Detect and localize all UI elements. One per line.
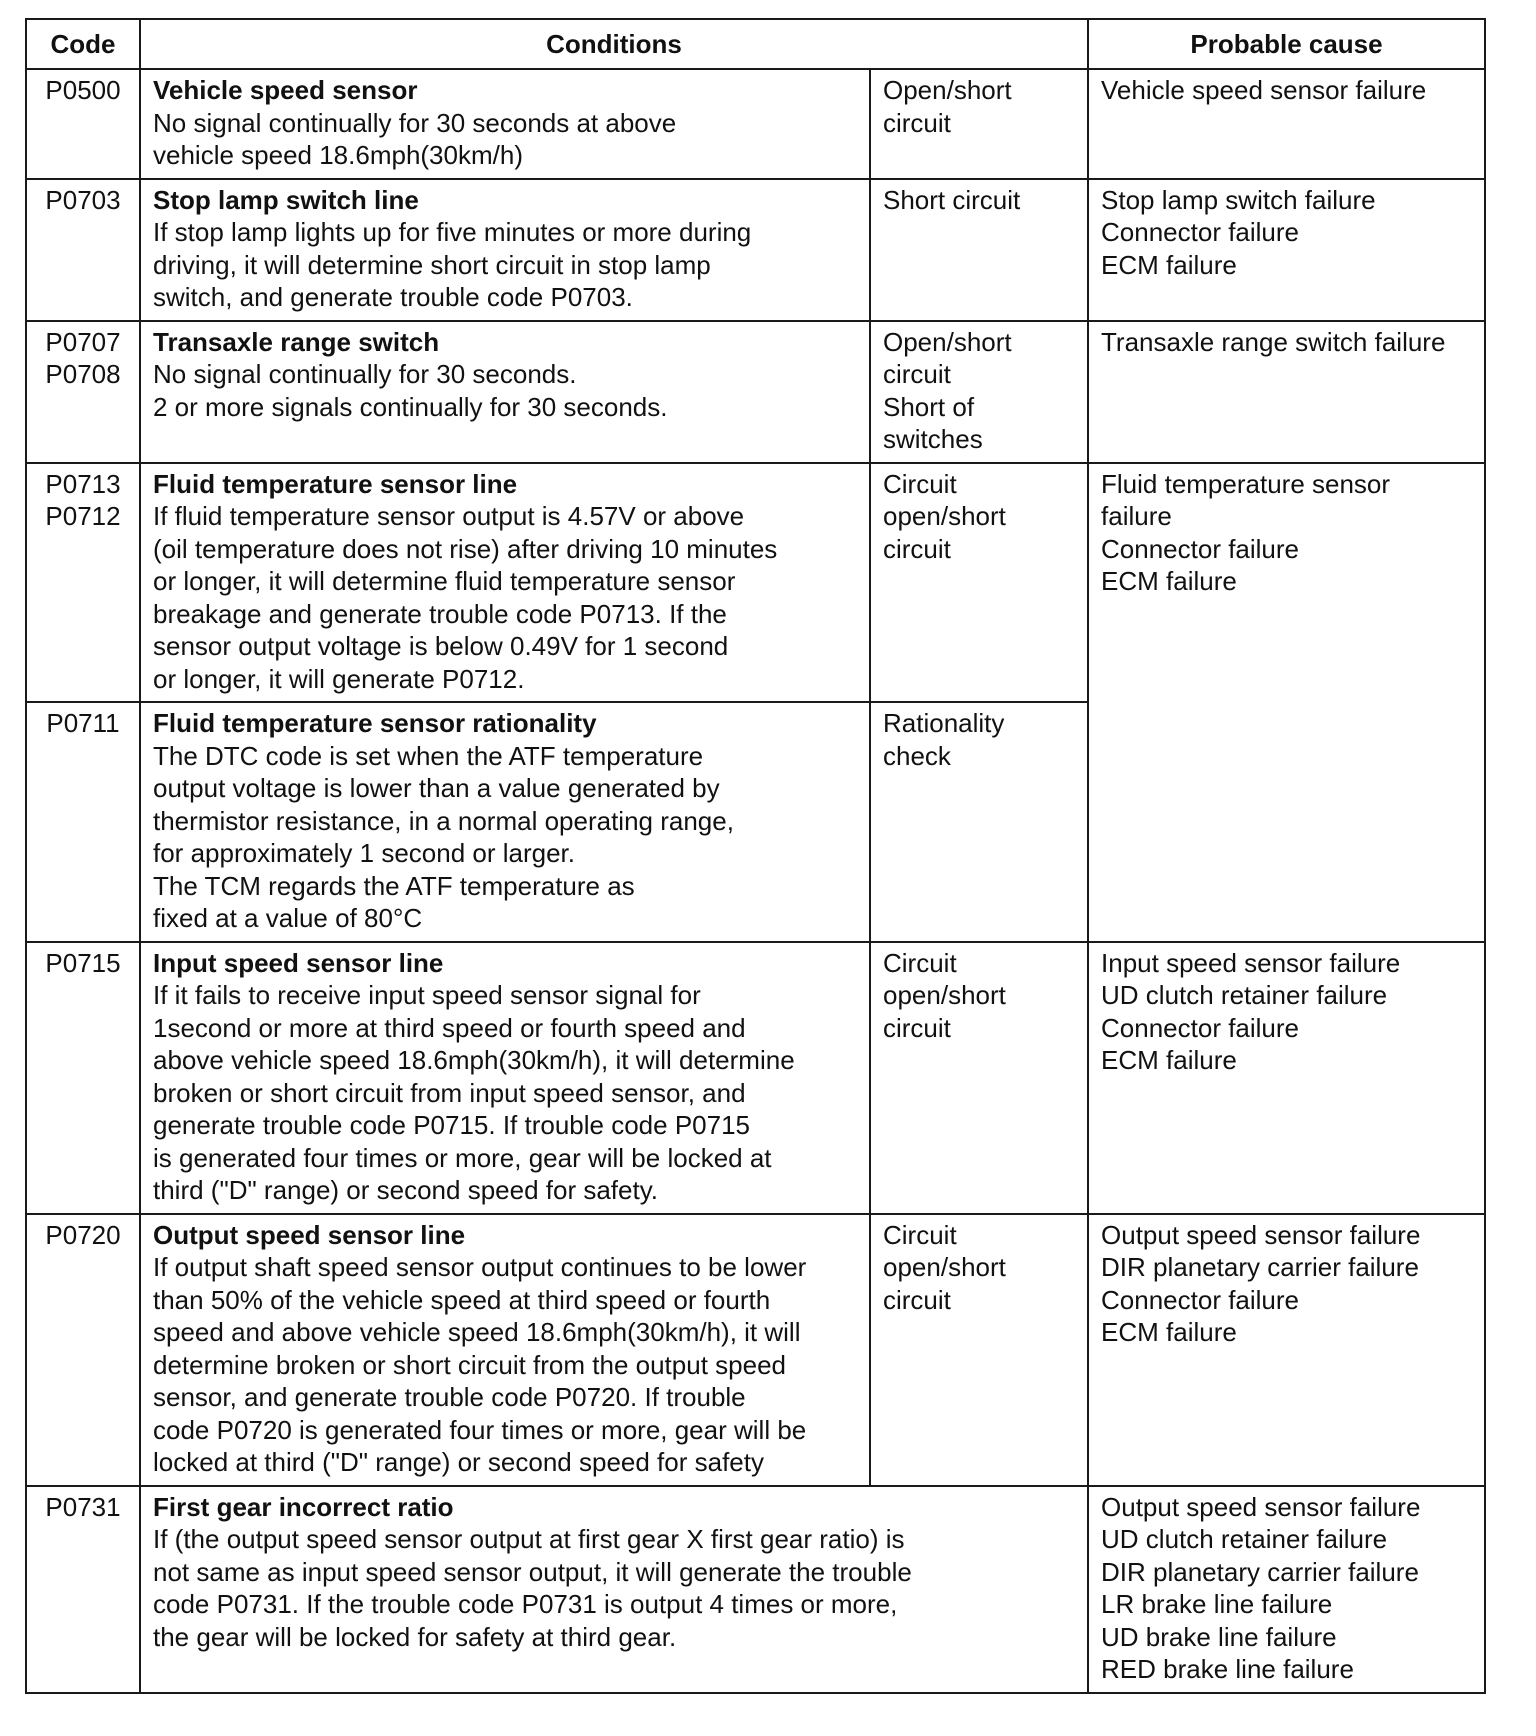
condition-cell <box>140 702 870 942</box>
condition-cell <box>140 942 870 1214</box>
cause-cell <box>1088 1486 1485 1693</box>
circuit-type-line: Circuit <box>883 468 957 499</box>
circuit-type-line: Rationality <box>883 708 1005 738</box>
condition-line: switch, and generate trouble code P0703. <box>153 282 633 312</box>
condition-line: broken or short circuit from input speed sensor, and <box>153 1077 746 1108</box>
cause-cell <box>1088 321 1485 463</box>
condition-line: vehicle speed 18.6mph(30km/h) <box>153 140 523 170</box>
condition-line: If fluid temperature sensor output is 4.57V or above <box>153 501 745 531</box>
code-cell <box>26 702 140 942</box>
circuit-type-line: Open/short <box>883 75 1012 105</box>
condition-line: driving, it will determine short circuit in stop lamp <box>153 249 711 280</box>
cause-line: Connector failure <box>1101 217 1300 247</box>
cause-line: UD clutch retainer failure <box>1101 980 1388 1010</box>
condition-line: No signal continually for 30 seconds. <box>153 359 577 389</box>
condition-line: not same as input speed sensor output, it will generate the trouble <box>153 1556 912 1587</box>
code-cell <box>26 463 140 703</box>
circuit-type-line: switches <box>883 424 983 454</box>
header-conditions: Conditions <box>140 19 1088 69</box>
circuit-type-line: circuit <box>883 107 951 138</box>
dtc-code: P0703 <box>45 184 121 215</box>
cause-line: DIR planetary carrier failure <box>1101 1556 1419 1587</box>
cause-line: Output speed sensor failure <box>1101 1491 1421 1522</box>
header-probable-cause: Probable cause <box>1088 19 1485 69</box>
circuit-type-line: Short of <box>883 391 975 422</box>
header-row <box>26 19 1485 69</box>
condition-line: 1second or more at third speed or fourth speed and <box>153 1012 746 1043</box>
dtc-table <box>25 18 1486 1694</box>
condition-line: above vehicle speed 18.6mph(30km/h), it will determine <box>153 1045 795 1075</box>
cause-line: Vehicle speed sensor failure <box>1101 75 1427 105</box>
condition-line: sensor output voltage is below 0.49V for 1 second <box>153 631 729 661</box>
cause-cell <box>1088 942 1485 1214</box>
code-cell <box>26 69 140 179</box>
condition-line: speed and above vehicle speed 18.6mph(30km/h), it will <box>153 1317 801 1347</box>
cause-line: DIR planetary carrier failure <box>1101 1252 1419 1282</box>
cause-line: Connector failure <box>1101 1284 1300 1315</box>
cause-line: Fluid temperature sensor <box>1101 468 1391 499</box>
dtc-code: P0713 <box>45 468 121 499</box>
condition-line: determine broken or short circuit from the output speed <box>153 1349 786 1380</box>
cause-line: Connector failure <box>1101 533 1300 564</box>
condition-line: is generated four times or more, gear will be locked at <box>153 1142 772 1173</box>
cause-line: UD clutch retainer failure <box>1101 1524 1388 1554</box>
cause-line: ECM failure <box>1101 1045 1237 1075</box>
condition-title: Fluid temperature sensor line <box>153 468 518 499</box>
condition-line: No signal continually for 30 seconds at above <box>153 107 677 138</box>
circuit-type-cell <box>870 463 1088 703</box>
circuit-type-line: circuit <box>883 1284 951 1315</box>
circuit-type-line: check <box>883 740 951 771</box>
table-row <box>26 1214 1485 1486</box>
condition-line: If output shaft speed sensor output continues to be lower <box>153 1252 807 1282</box>
circuit-type-line: circuit <box>883 533 951 564</box>
cause-cell <box>1088 179 1485 321</box>
condition-title: First gear incorrect ratio <box>153 1491 454 1522</box>
cause-cell <box>1088 463 1485 942</box>
circuit-type-line: Short circuit <box>883 184 1021 215</box>
cause-line: ECM failure <box>1101 249 1237 280</box>
condition-line: thermistor resistance, in a normal operating range, <box>153 805 734 836</box>
code-cell <box>26 1486 140 1693</box>
cause-line: Transaxle range switch failure <box>1101 326 1446 357</box>
cause-line: LR brake line failure <box>1101 1589 1333 1619</box>
code-cell <box>26 321 140 463</box>
condition-line: If stop lamp lights up for five minutes or more during <box>153 217 752 247</box>
circuit-type-line: circuit <box>883 1012 951 1043</box>
table-row <box>26 179 1485 321</box>
condition-cell <box>140 69 870 179</box>
condition-line: locked at third ("D" range) or second speed for safety <box>153 1447 764 1477</box>
table-row <box>26 69 1485 179</box>
condition-line: the gear will be locked for safety at third gear. <box>153 1621 677 1652</box>
table-row <box>26 1486 1485 1693</box>
condition-line: If it fails to receive input speed sensor signal for <box>153 980 701 1010</box>
condition-line: sensor, and generate trouble code P0720. If trouble <box>153 1382 746 1412</box>
header-code: Code <box>26 19 140 69</box>
condition-line: code P0720 is generated four times or more, gear will be <box>153 1414 807 1445</box>
code-cell <box>26 942 140 1214</box>
circuit-type-line: circuit <box>883 359 951 389</box>
condition-line: for approximately 1 second or larger. <box>153 838 575 868</box>
dtc-code: P0720 <box>45 1219 121 1250</box>
dtc-code: P0500 <box>45 75 121 105</box>
condition-line: If (the output speed sensor output at first gear X first gear ratio) is <box>153 1524 905 1554</box>
cause-line: Stop lamp switch failure <box>1101 184 1376 215</box>
circuit-type-line: open/short <box>883 980 1006 1010</box>
condition-line: code P0731. If the trouble code P0731 is output 4 times or more, <box>153 1589 898 1619</box>
condition-title: Fluid temperature sensor rationality <box>153 708 597 738</box>
condition-cell <box>140 321 870 463</box>
condition-cell <box>140 1214 870 1486</box>
dtc-code: P0707 <box>45 326 121 357</box>
cause-line: failure <box>1101 501 1172 531</box>
dtc-code: P0731 <box>45 1491 121 1522</box>
condition-line: breakage and generate trouble code P0713. If the <box>153 598 727 629</box>
condition-title: Output speed sensor line <box>153 1219 466 1250</box>
circuit-type-cell <box>870 179 1088 321</box>
circuit-type-line: open/short <box>883 501 1006 531</box>
condition-line: than 50% of the vehicle speed at third speed or fourth <box>153 1284 771 1315</box>
table-row <box>26 942 1485 1214</box>
condition-title: Transaxle range switch <box>153 326 440 357</box>
condition-cell <box>140 179 870 321</box>
cause-cell <box>1088 69 1485 179</box>
condition-title: Vehicle speed sensor <box>153 75 418 105</box>
condition-line: or longer, it will determine fluid temperature sensor <box>153 566 736 596</box>
condition-title: Stop lamp switch line <box>153 184 419 215</box>
dtc-code: P0712 <box>45 501 121 531</box>
condition-title: Input speed sensor line <box>153 947 444 978</box>
dtc-code: P0708 <box>45 359 121 389</box>
circuit-type-cell <box>870 321 1088 463</box>
condition-line: 2 or more signals continually for 30 seconds. <box>153 391 668 422</box>
circuit-type-line: open/short <box>883 1252 1006 1282</box>
code-cell <box>26 1214 140 1486</box>
circuit-type-line: Circuit <box>883 947 957 978</box>
cause-line: Input speed sensor failure <box>1101 947 1401 978</box>
condition-line: output voltage is lower than a value generated by <box>153 773 720 803</box>
condition-line: (oil temperature does not rise) after driving 10 minutes <box>153 533 778 564</box>
table-row <box>26 463 1485 703</box>
dtc-code: P0711 <box>46 708 120 738</box>
cause-line: RED brake line failure <box>1101 1654 1354 1684</box>
code-cell <box>26 179 140 321</box>
condition-line: third ("D" range) or second speed for safety. <box>153 1175 658 1205</box>
table-row <box>26 321 1485 463</box>
circuit-type-line: Open/short <box>883 326 1012 357</box>
dtc-code: P0715 <box>45 947 121 978</box>
cause-line: ECM failure <box>1101 566 1237 596</box>
cause-line: Output speed sensor failure <box>1101 1219 1421 1250</box>
condition-line: The DTC code is set when the ATF temperature <box>153 740 704 771</box>
circuit-type-cell <box>870 1214 1088 1486</box>
condition-line: The TCM regards the ATF temperature as <box>153 870 635 901</box>
condition-line: or longer, it will generate P0712. <box>153 663 525 694</box>
cause-cell <box>1088 1214 1485 1486</box>
condition-line: fixed at a value of 80°C <box>153 903 423 933</box>
circuit-type-cell <box>870 942 1088 1214</box>
condition-cell <box>140 463 870 703</box>
cause-line: ECM failure <box>1101 1317 1237 1347</box>
cause-line: Connector failure <box>1101 1012 1300 1043</box>
condition-line: generate trouble code P0715. If trouble code P0715 <box>153 1110 750 1140</box>
circuit-type-line: Circuit <box>883 1219 957 1250</box>
circuit-type-cell <box>870 69 1088 179</box>
cause-line: UD brake line failure <box>1101 1621 1337 1652</box>
condition-cell <box>140 1486 1088 1693</box>
circuit-type-cell <box>870 702 1088 942</box>
